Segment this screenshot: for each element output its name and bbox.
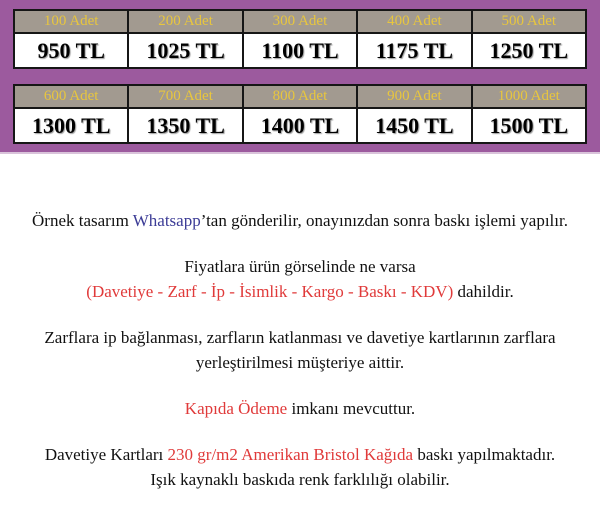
note-sample-design-post: ’tan gönderilir, onayınızdan sonra baskı işlemi yapılır.	[200, 211, 568, 230]
note-price-includes-line1: Fiyatlara ürün görselinde ne varsa	[184, 257, 416, 276]
notes-section	[0, 154, 600, 492]
whatsapp-highlight: Whatsapp	[132, 211, 201, 230]
price-cell-400: 1175 TL	[357, 33, 471, 68]
price-cell-500: 1250 TL	[472, 33, 586, 68]
qty-header-900: 900 Adet	[357, 85, 471, 108]
qty-header-600: 600 Adet	[14, 85, 128, 108]
note-customer-assembly-line2: yerleştirilmesi müşteriye aittir.	[195, 353, 405, 372]
qty-header-200: 200 Adet	[128, 10, 242, 33]
included-items-highlight: (Davetiye - Zarf - İp - İsimlik - Kargo - Baskı - KDV)	[86, 282, 454, 301]
paper-spec-highlight: 230 gr/m2 Amerikan Bristol Kağıda	[167, 445, 414, 464]
qty-header-100: 100 Adet	[14, 10, 128, 33]
quantity-header-row	[14, 85, 586, 108]
price-cell-900: 1450 TL	[357, 108, 471, 143]
price-cell-800: 1400 TL	[243, 108, 357, 143]
price-row	[14, 108, 586, 143]
price-table-100-500	[13, 9, 587, 69]
price-cell-300: 1100 TL	[243, 33, 357, 68]
note-price-includes-post: dahildir.	[453, 282, 514, 301]
quantity-header-row	[14, 10, 586, 33]
note-sample-design-pre: Örnek tasarım	[32, 211, 133, 230]
cash-on-delivery-highlight: Kapıda Ödeme	[184, 399, 288, 418]
price-row	[14, 33, 586, 68]
note-paper-quality-pre: Davetiye Kartları	[44, 445, 168, 464]
qty-header-400: 400 Adet	[357, 10, 471, 33]
note-cash-on-delivery	[0, 396, 600, 421]
note-cash-on-delivery-post: imkanı mevcuttur.	[287, 399, 416, 418]
price-cell-100: 950 TL	[14, 33, 128, 68]
note-color-difference: Işık kaynaklı baskıda renk farklılığı olabilir.	[150, 470, 450, 489]
price-cell-600: 1300 TL	[14, 108, 128, 143]
price-banner	[0, 0, 600, 154]
price-cell-700: 1350 TL	[128, 108, 242, 143]
qty-header-700: 700 Adet	[128, 85, 242, 108]
note-customer-assembly-line1: Zarflara ip bağlanması, zarfların katlanması ve davetiye kartlarının zarflara	[44, 328, 556, 347]
note-paper-quality	[0, 442, 600, 492]
note-price-includes	[0, 254, 600, 304]
price-table-600-1000	[13, 84, 587, 144]
price-cell-1000: 1500 TL	[472, 108, 586, 143]
note-customer-assembly	[0, 325, 600, 375]
qty-header-1000: 1000 Adet	[472, 85, 586, 108]
qty-header-800: 800 Adet	[243, 85, 357, 108]
qty-header-500: 500 Adet	[472, 10, 586, 33]
qty-header-300: 300 Adet	[243, 10, 357, 33]
note-paper-quality-post: baskı yapılmaktadır.	[413, 445, 556, 464]
note-sample-design	[0, 208, 600, 233]
price-cell-200: 1025 TL	[128, 33, 242, 68]
